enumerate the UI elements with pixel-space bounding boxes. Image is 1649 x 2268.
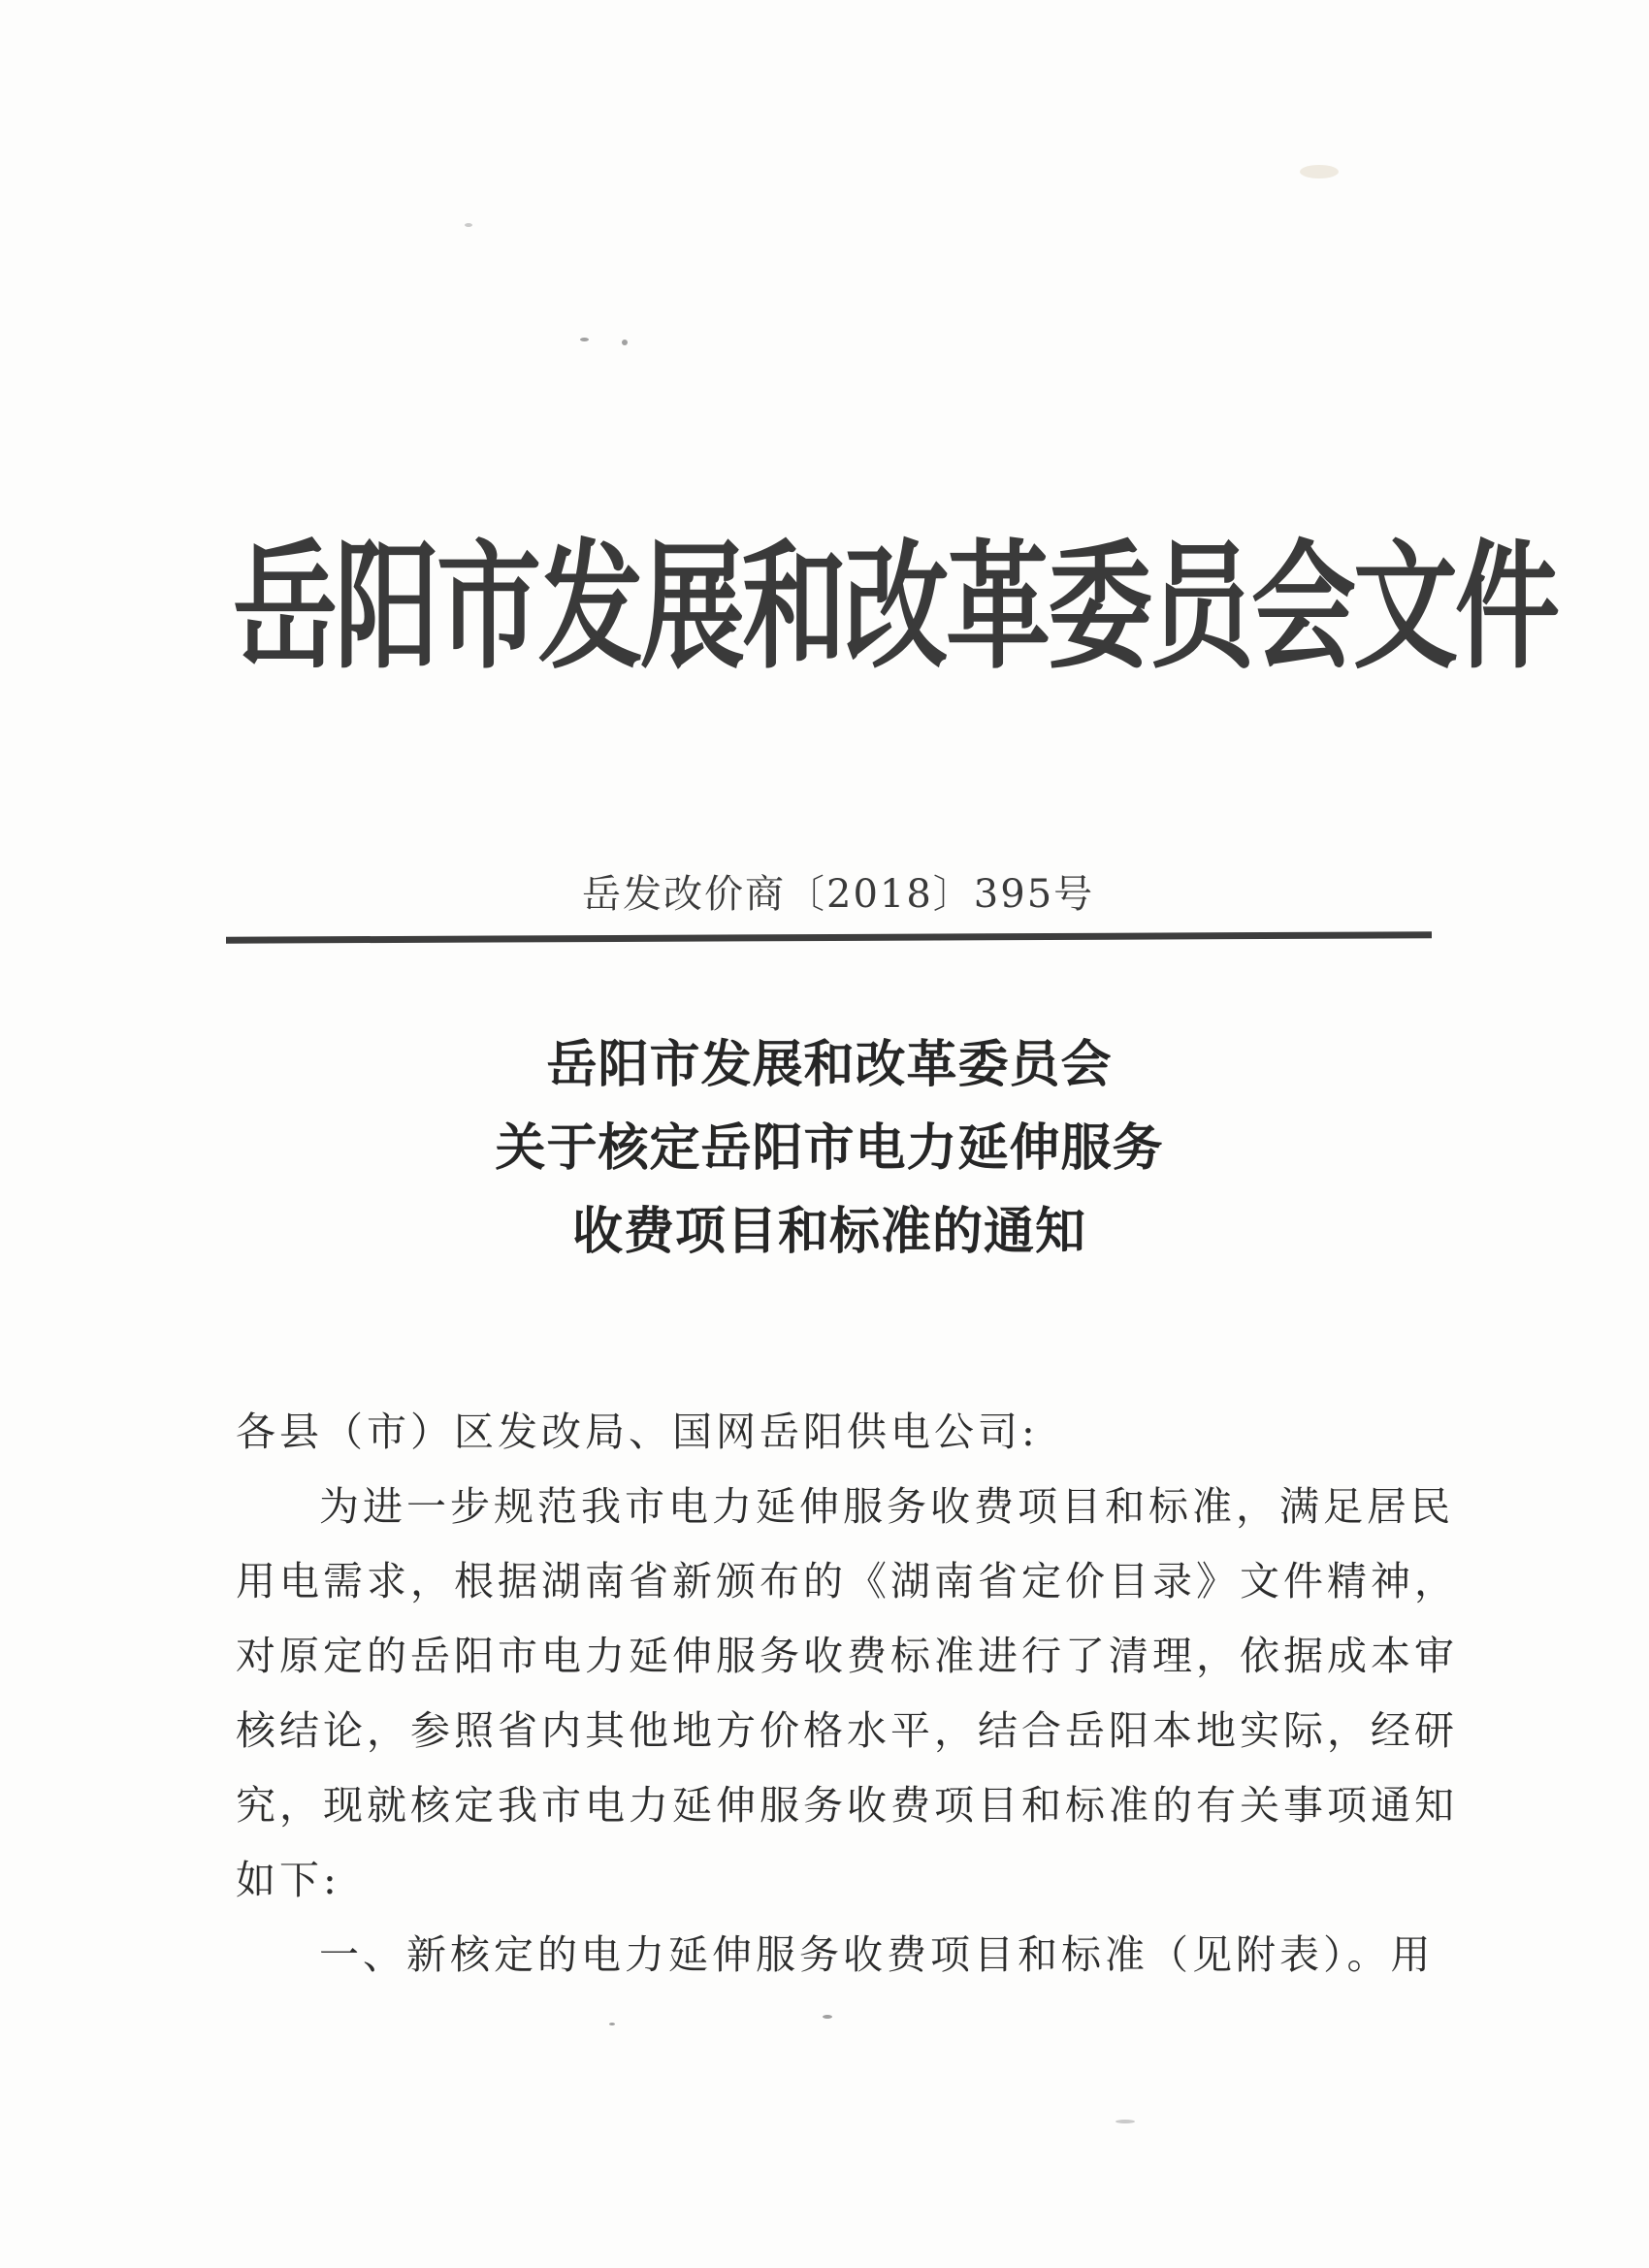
scan-speck — [580, 338, 589, 341]
scan-speck — [622, 340, 628, 345]
body-line: 用电需求，根据湖南省新颁布的《湖南省定价目录》文件精神， — [236, 1558, 1458, 1604]
body-line: 对原定的岳阳市电力延伸服务收费标准进行了清理，依据成本审 — [236, 1633, 1458, 1679]
body-line: 究，现就核定我市电力延伸服务收费项目和标准的有关事项通知 — [236, 1782, 1458, 1829]
scan-speck — [465, 223, 472, 227]
scan-speck — [1300, 165, 1339, 178]
body-line: 为进一步规范我市电力延伸服务收费项目和标准，满足居民 — [319, 1483, 1454, 1530]
issuer-header: 岳阳市发展和改革委员会文件 — [233, 527, 1558, 689]
header-divider — [226, 931, 1432, 943]
notice-title — [0, 1023, 1649, 1274]
scan-speck — [823, 2015, 832, 2019]
body-line: 核结论，参照省内其他地方价格水平，结合岳阳本地实际，经研 — [236, 1707, 1458, 1754]
notice-title-line: 关于核定岳阳市电力延伸服务 — [495, 1119, 1164, 1178]
notice-title-line: 收费项目和标准的通知 — [571, 1203, 1086, 1261]
document-number: 岳发改价商〔2018〕395号 — [582, 872, 1095, 917]
notice-title-line: 岳阳市发展和改革委员会 — [546, 1036, 1113, 1094]
scan-speck — [609, 2023, 615, 2025]
salutation: 各县（市）区发改局、国网岳阳供电公司: — [236, 1409, 1039, 1455]
body-line: 如下: — [236, 1857, 340, 1903]
scan-speck — [1116, 2120, 1135, 2123]
item-one: 一、新核定的电力延伸服务收费项目和标准（见附表）。用 — [319, 1931, 1435, 1978]
notice-body — [236, 1395, 1458, 1993]
